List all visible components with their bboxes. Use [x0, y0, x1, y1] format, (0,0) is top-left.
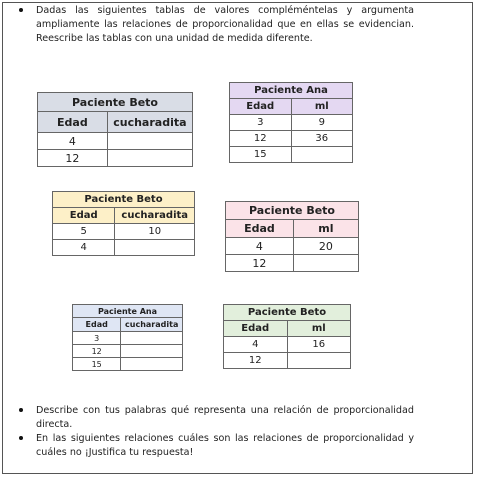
- table-row: [38, 133, 193, 150]
- cell-age: 12: [38, 150, 108, 167]
- cell-value: [121, 345, 183, 358]
- cell-value: [287, 353, 351, 369]
- cell-age: 12: [230, 131, 292, 147]
- cell-value: [107, 133, 192, 150]
- cell-age: 4: [53, 240, 115, 256]
- questions-list: [14, 404, 414, 460]
- table-row: [224, 337, 351, 353]
- cell-value: [107, 150, 192, 167]
- table-title: Paciente Ana: [230, 83, 353, 99]
- column-header-age: Edad: [230, 99, 292, 115]
- table-title: Paciente Beto: [53, 192, 195, 208]
- cell-value: [293, 255, 358, 272]
- cell-value: [121, 358, 183, 371]
- table-row: [73, 358, 183, 371]
- column-header-unit: ml: [293, 220, 358, 238]
- table-title: Paciente Beto: [224, 305, 351, 321]
- column-header-age: Edad: [38, 112, 108, 133]
- cell-age: 12: [73, 345, 121, 358]
- table-title: Paciente Beto: [226, 202, 359, 220]
- table-row: [73, 332, 183, 345]
- instructions-list: [14, 4, 414, 46]
- table-row: [224, 353, 351, 369]
- values-table-6: [223, 304, 351, 369]
- table-row: [230, 131, 353, 147]
- column-header-age: Edad: [224, 321, 288, 337]
- question-item: Describe con tus palabras qué representa una relación de proporcionalidad directa.: [14, 404, 414, 432]
- table-row: [53, 240, 195, 256]
- table-row: [226, 238, 359, 255]
- cell-age: 4: [224, 337, 288, 353]
- table-row: [226, 255, 359, 272]
- instruction-item: Dadas las siguientes tablas de valores compléméntelas y argumenta ampliamente las relaciones de proporcionalidad que en ellas se evidencian. Reescribe las tablas con una unidad de medida diferente.: [14, 4, 414, 46]
- cell-age: 12: [226, 255, 294, 272]
- cell-age: 4: [226, 238, 294, 255]
- table-title: Paciente Beto: [38, 93, 193, 112]
- cell-age: 15: [73, 358, 121, 371]
- cell-age: 12: [224, 353, 288, 369]
- values-table-3: [52, 191, 195, 256]
- cell-value: 9: [291, 115, 353, 131]
- values-table-5: [72, 304, 183, 371]
- table-row: [38, 150, 193, 167]
- table-title: Paciente Ana: [73, 305, 183, 318]
- cell-value: 36: [291, 131, 353, 147]
- cell-age: 4: [38, 133, 108, 150]
- column-header-unit: ml: [287, 321, 351, 337]
- column-header-age: Edad: [73, 318, 121, 332]
- cell-value: 16: [287, 337, 351, 353]
- cell-value: [115, 240, 195, 256]
- table-row: [230, 115, 353, 131]
- cell-value: [121, 332, 183, 345]
- table-row: [230, 147, 353, 163]
- column-header-age: Edad: [226, 220, 294, 238]
- table-row: [73, 345, 183, 358]
- column-header-unit: cucharadita: [115, 208, 195, 224]
- cell-age: 3: [230, 115, 292, 131]
- cell-age: 3: [73, 332, 121, 345]
- values-table-2: [229, 82, 353, 163]
- table-row: [53, 224, 195, 240]
- column-header-unit: cucharadita: [121, 318, 183, 332]
- cell-age: 15: [230, 147, 292, 163]
- column-header-age: Edad: [53, 208, 115, 224]
- cell-value: 10: [115, 224, 195, 240]
- cell-value: [291, 147, 353, 163]
- values-table-1: [37, 92, 193, 167]
- question-item: En las siguientes relaciones cuáles son las relaciones de proporcionalidad y cuáles no ¡Justifica tu respuesta!: [14, 432, 414, 460]
- column-header-unit: ml: [291, 99, 353, 115]
- cell-age: 5: [53, 224, 115, 240]
- cell-value: 20: [293, 238, 358, 255]
- column-header-unit: cucharadita: [107, 112, 192, 133]
- values-table-4: [225, 201, 359, 272]
